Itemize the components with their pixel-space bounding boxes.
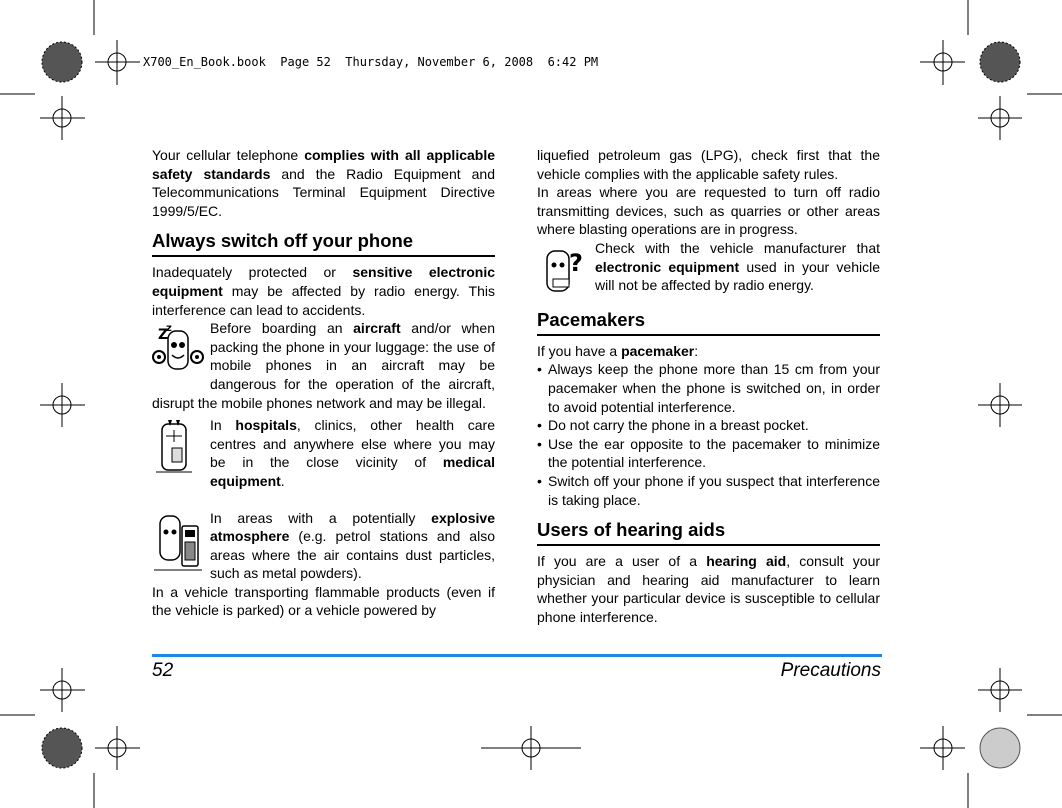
- vehicle-electronics-paragraph: ? Check with the vehicle manufacturer that electronic equipment used in your vehicle will not be affected by radio energy.: [537, 239, 880, 295]
- phone-hospital-icon: [152, 418, 204, 474]
- hearing-aid-paragraph: If you are a user of a hearing aid, consult your physician and hearing aid manufacturer to learn whether your particular device is susceptible to cellular phone interference.: [537, 553, 881, 625]
- phone-airplane-icon: [152, 321, 204, 377]
- radio-transmitting-paragraph: In areas where you are requested to turn off radio transmitting devices, such as quarries or other areas where blasting operations are in progress.: [537, 184, 880, 238]
- hospital-paragraph: In hospitals, clinics, other health care centres and anywhere else where you may be in the close vicinity of medical equipment.: [152, 416, 495, 490]
- list-item: • Do not carry the phone in a breast pocket.: [537, 416, 880, 435]
- left-column: [152, 146, 495, 620]
- pacemaker-intro: If you have a pacemaker:: [537, 342, 699, 359]
- heading-always-switch-off: Always switch off your phone: [152, 230, 495, 257]
- heading-hearing-aids: Users of hearing aids: [537, 519, 880, 546]
- heading-pacemakers: Pacemakers: [537, 309, 880, 336]
- right-column: [537, 146, 880, 626]
- section-title: Precautions: [780, 660, 881, 681]
- list-item: • Use the ear opposite to the pacemaker to minimize the potential interference.: [537, 435, 880, 472]
- book-stamp: X700_En_Book.book Page 52 Thursday, November 6, 2008 6:42 PM: [143, 55, 599, 69]
- phone-question-icon: [537, 241, 589, 297]
- pacemaker-list: [537, 360, 880, 509]
- page-number: 52: [152, 660, 174, 681]
- svg-text:?: ?: [569, 248, 583, 277]
- paragraph-sensitive-equipment: Inadequately protected or sensitive electronic equipment may be affected by radio energy. This interference can lead to accidents.: [152, 264, 495, 318]
- vehicle-paragraph: In a vehicle transporting flammable products (even if the vehicle is parked) or a vehicle powered by: [152, 583, 495, 619]
- svg-text:z: z: [166, 323, 172, 335]
- list-item: • Always keep the phone more than 15 cm from your pacemaker when the phone is switched on, in order to avoid potential interference.: [537, 360, 880, 416]
- explosive-paragraph: In areas with a potentially explosive atmosphere (e.g. petrol stations and also areas where the air contains dust particles, such as metal powders).: [152, 509, 495, 583]
- lpg-paragraph: liquefied petroleum gas (LPG), check first that the vehicle complies with the applicable safety rules.: [537, 147, 880, 182]
- phone-petrol-icon: [152, 511, 204, 573]
- svg-text:Z: Z: [158, 327, 169, 344]
- aircraft-paragraph: Z z Before boarding an aircraft and/or when packing the phone in your luggage: the use of mobile phones in an aircraft may be dangerous for the operation of the aircraft, disrupt the mobile phones network and may be illegal.: [152, 320, 495, 411]
- intro-paragraph: Your cellular telephone complies with all applicable safety standards and the Radio Equipment and Telecommunications Terminal Equipment Directive 1999/5/EC.: [152, 147, 496, 219]
- list-item: • Switch off your phone if you suspect that interference is taking place.: [537, 472, 880, 509]
- footer-rule: [152, 654, 882, 657]
